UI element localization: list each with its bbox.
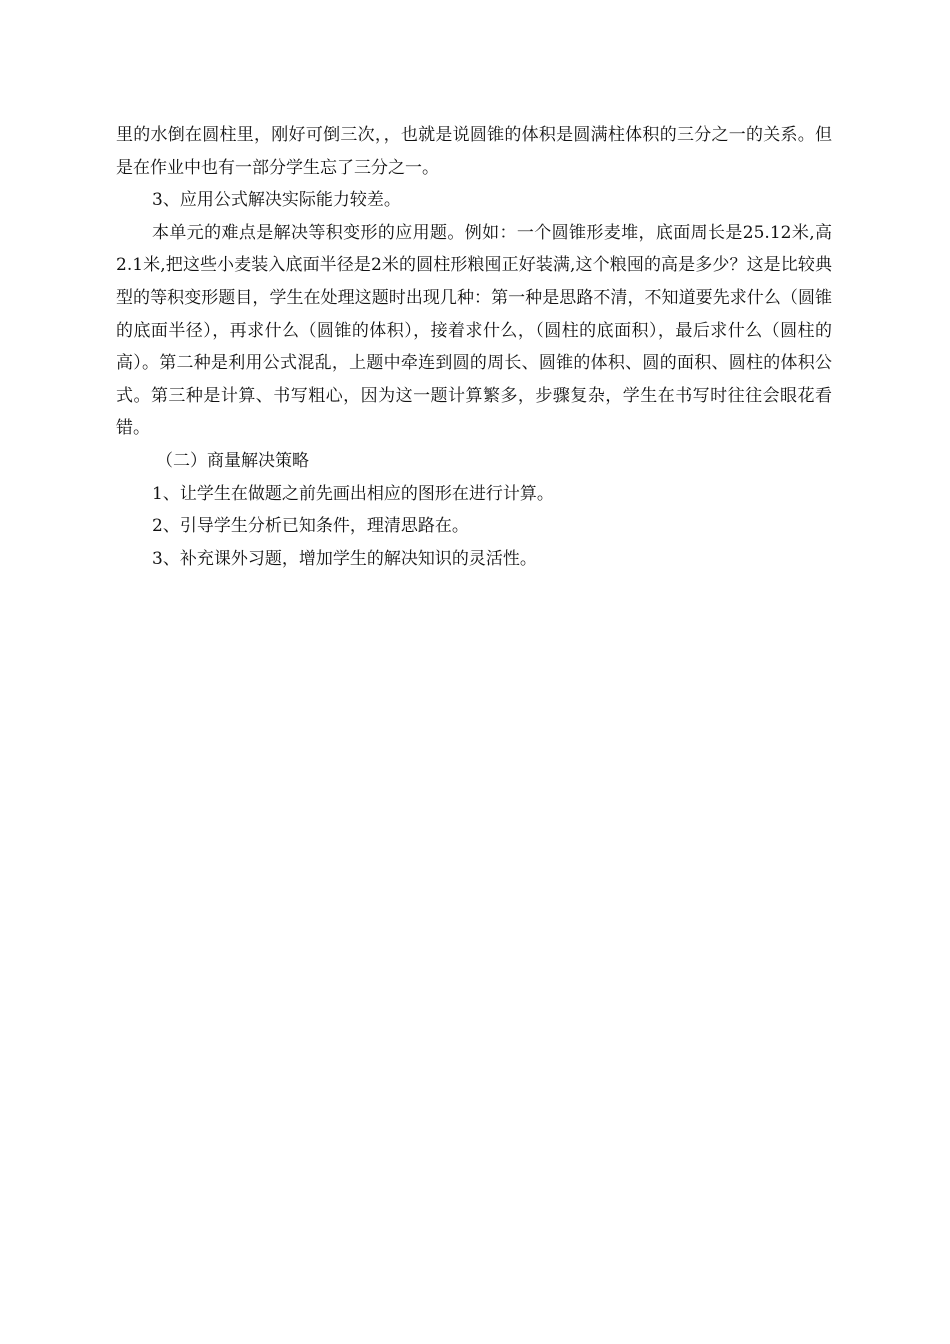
paragraph-strategy-2: 2、引导学生分析已知条件，理清思路在。 — [152, 516, 469, 537]
section-heading-strategy: （二）商量解决策略 — [156, 450, 309, 471]
paragraph-strategy-3: 3、补充课外习题，增加学生的解决知识的灵活性。 — [152, 548, 537, 569]
paragraph-strategy-1: 1、让学生在做题之前先画出相应的图形在进行计算。 — [152, 483, 554, 504]
paragraph-difficulty: 本单元的难点是解决等积变形的应用题。例如：一个圆锥形麦堆，底面周长是25.12米,高2.1米,把这些小麦装入底面半径是2米的圆柱形粮囤正好装满,这个粮囤的高是多少？这是比较典型的等积变形题目，学生在处理这题时出现几种：第一种是思路不清，不知道要先求什么（圆锥的底面半径），再求什么（圆锥的体积），接着求什么，（圆柱的底面积），最后求什么（圆柱的高）。第二种是利用公式混乱，上题中牵连到圆的周长、圆锥的体积、圆的面积、圆柱的体积公式。第三种是计算、书写粗心，因为这一题计算繁多，步骤复杂，学生在书写时往往会眼花看错。 — [116, 222, 832, 439]
paragraph-continuation: 里的水倒在圆柱里，刚好可倒三次，，也就是说圆锥的体积是圆满柱体积的三分之一的关系。但是在作业中也有一部分学生忘了三分之一。 — [116, 125, 832, 178]
paragraph-point-3: 3、应用公式解决实际能力较差。 — [152, 190, 401, 211]
document-body — [116, 119, 832, 575]
